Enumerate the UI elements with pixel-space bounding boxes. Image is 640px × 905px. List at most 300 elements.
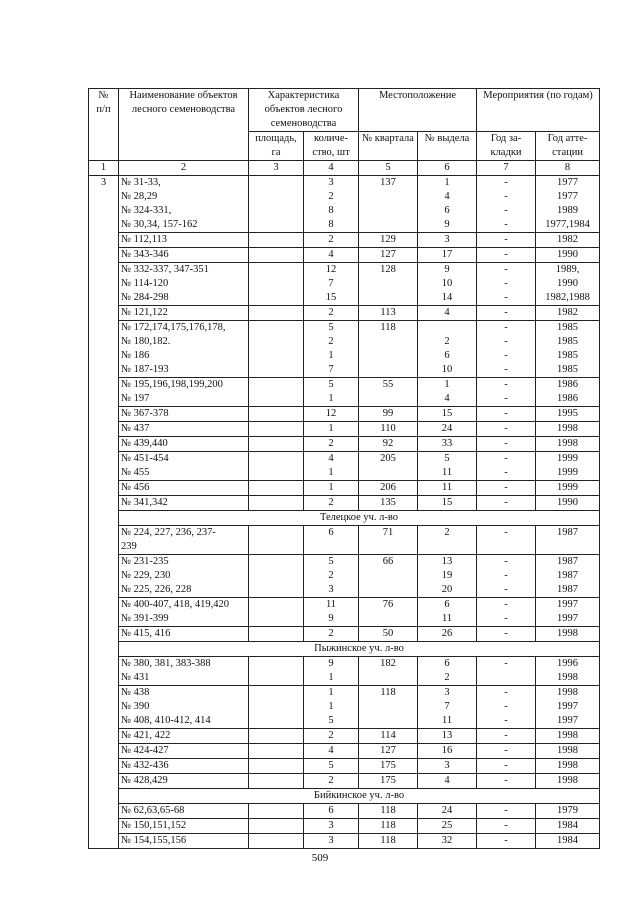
object-name-line: № 187-193 [121,364,169,375]
year-laid-cell-line: - [504,278,508,289]
object-name-line: № 408, 410-412, 414 [121,715,211,726]
object-name [119,263,249,306]
vydel-cell-line: 26 [441,628,453,639]
kvartal-cell-line: 76 [382,599,394,610]
year-laid-cell-line: - [504,599,508,610]
year-laid-cell [477,407,536,422]
table-row [89,248,600,263]
vydel-cell-line: 6 [444,205,450,216]
object-name-line: № 391-399 [121,613,169,624]
year-laid-cell [477,744,536,759]
object-name [119,774,249,789]
object-name-line: № 150,151,152 [121,820,187,831]
count-cell [304,774,359,789]
seed-objects-table [88,88,600,849]
count-cell [304,263,359,306]
object-name [119,321,249,378]
year-laid-cell-line: - [504,584,508,595]
year-laid-cell-line: - [504,820,508,831]
count-cell-line: 2 [328,775,334,786]
kvartal-cell [359,306,418,321]
vydel-cell-line: 13 [441,730,453,741]
vydel-cell-line: 13 [441,556,453,567]
kvartal-cell-line [361,714,415,728]
count-cell [304,452,359,481]
count-cell [304,407,359,422]
area-cell [249,481,304,496]
object-name-line: № 112,113 [121,234,167,245]
year-attested-cell-line: 1990 [557,249,579,260]
vydel-cell-line: 10 [441,364,453,375]
year-laid-cell [477,233,536,248]
object-name-line: № 154,155,156 [121,835,187,846]
year-attested-cell-line: 1998 [557,628,579,639]
year-attested-cell-line: 1997 [557,613,579,624]
year-laid-cell-line: - [504,745,508,756]
year-laid-cell-line: - [504,264,508,275]
vydel-cell-line: 24 [441,423,453,434]
area-cell [249,804,304,819]
kvartal-cell [359,437,418,452]
object-name-line: № 438 [121,687,150,698]
kvartal-cell-line: 127 [380,249,396,260]
year-laid-cell [477,452,536,481]
object-name [119,452,249,481]
area-cell [249,686,304,729]
object-name [119,555,249,598]
object-name [119,407,249,422]
year-laid-cell-line: - [504,805,508,816]
count-cell [304,627,359,642]
count-cell-line: 1 [328,423,334,434]
object-name [119,686,249,729]
year-attested-cell-line: 1998 [557,672,579,683]
year-attested-cell [536,598,600,627]
year-laid-cell-line: - [504,775,508,786]
year-attested-cell-line: 1984 [557,835,579,846]
kvartal-cell [359,598,418,627]
table-row [89,481,600,496]
year-attested-cell [536,774,600,789]
object-name [119,729,249,744]
year-attested-cell [536,759,600,774]
object-name-line: № 229, 230 [121,570,171,581]
section-title: Телецкое уч. л-во [119,511,600,526]
vydel-cell-line: 3 [444,234,450,245]
vydel-cell-line: 10 [441,278,453,289]
year-attested-cell-line: 1977 [557,191,579,202]
table-row [89,759,600,774]
year-attested-cell-line: 1986 [557,393,579,404]
vydel-cell-line: 11 [441,715,453,726]
year-laid-cell-line: - [504,482,508,493]
year-attested-cell [536,627,600,642]
year-laid-cell-line: - [504,687,508,698]
vydel-cell [418,422,477,437]
vydel-cell [418,729,477,744]
vydel-cell-line: 9 [444,264,450,275]
kvartal-cell [359,657,418,686]
area-cell [249,452,304,481]
kvartal-cell [359,248,418,263]
kvartal-cell [359,555,418,598]
kvartal-cell [359,263,418,306]
area-cell [249,555,304,598]
kvartal-cell-line [361,291,415,305]
year-attested-cell [536,422,600,437]
count-cell-line: 4 [328,249,334,260]
count-cell [304,422,359,437]
kvartal-cell [359,452,418,481]
vydel-cell-line: 4 [444,775,450,786]
area-cell [249,598,304,627]
vydel-cell-line: 7 [444,701,450,712]
count-cell [304,598,359,627]
year-laid-cell-line: - [504,177,508,188]
count-cell [304,744,359,759]
year-attested-cell-line [538,540,597,554]
object-name-line: № 415, 416 [121,628,171,639]
kvartal-cell-line: 118 [380,835,396,846]
table-row [89,233,600,248]
year-laid-cell [477,834,536,849]
year-attested-cell-line: 1997 [557,701,579,712]
kvartal-cell-line: 118 [380,805,396,816]
kvartal-cell-line: 128 [380,264,396,275]
year-attested-cell-line: 1982 [557,307,579,318]
year-laid-cell [477,263,536,306]
count-cell-line: 8 [328,219,334,230]
vydel-cell-line: 15 [441,497,453,508]
object-name-line: № 455 [121,467,150,478]
kvartal-cell [359,804,418,819]
count-cell-line: 4 [328,745,334,756]
object-name-line: № 432-436 [121,760,169,771]
kvartal-cell [359,759,418,774]
year-laid-cell-line: - [504,219,508,230]
kvartal-cell-line [361,335,415,349]
year-attested-cell [536,819,600,834]
vydel-cell [418,555,477,598]
area-cell [249,526,304,555]
kvartal-cell [359,774,418,789]
vydel-cell-line: 6 [444,350,450,361]
count-cell-line: 1 [328,350,334,361]
object-name [119,481,249,496]
year-laid-cell-line: - [504,438,508,449]
count-cell-line: 12 [325,408,337,419]
year-laid-cell-line: - [504,715,508,726]
vydel-cell-line: 1 [444,379,450,390]
object-name [119,233,249,248]
object-name-line: № 332-337, 347-351 [121,264,209,275]
kvartal-cell-line: 114 [380,730,396,741]
row-index: 3 [89,176,119,849]
year-laid-cell-line: - [504,658,508,669]
count-cell-line: 12 [325,264,337,275]
object-name-line: № 424-427 [121,745,169,756]
table-row [89,834,600,849]
column-number: 7 [477,161,536,176]
count-cell-line: 1 [328,393,334,404]
object-name [119,437,249,452]
year-attested-cell [536,555,600,598]
year-attested-cell [536,306,600,321]
year-laid-cell [477,526,536,555]
year-attested-cell-line: 1986 [557,379,579,390]
area-cell [249,729,304,744]
area-cell [249,378,304,407]
year-laid-cell [477,481,536,496]
kvartal-cell-line [361,204,415,218]
kvartal-cell-line [361,363,415,377]
year-attested-cell [536,744,600,759]
vydel-cell-line [420,540,474,554]
year-laid-cell [477,176,536,233]
area-cell [249,422,304,437]
object-name-line: № 31-33, [121,177,161,188]
count-cell [304,819,359,834]
kvartal-cell [359,627,418,642]
year-laid-cell [477,729,536,744]
year-laid-cell-line: - [504,191,508,202]
object-name-line: № 437 [121,423,150,434]
vydel-cell [418,744,477,759]
year-laid-cell-line: - [504,408,508,419]
vydel-cell-line: 6 [444,599,450,610]
year-attested-cell-line: 1990 [557,497,579,508]
kvartal-cell-line [361,569,415,583]
count-cell-line: 7 [328,278,334,289]
object-name-line: № 180,182. [121,336,171,347]
area-cell [249,263,304,306]
table-row [89,526,600,555]
year-laid-cell-line: - [504,613,508,624]
area-cell [249,819,304,834]
table-row [89,422,600,437]
area-cell [249,834,304,849]
year-attested-cell [536,526,600,555]
kvartal-cell-line: 66 [382,556,394,567]
count-cell [304,729,359,744]
object-name-line: № 380, 381, 383-388 [121,658,211,669]
year-laid-cell-line [479,671,533,685]
column-number: 5 [359,161,418,176]
vydel-cell-line: 16 [441,745,453,756]
year-attested-cell [536,452,600,481]
section-row [89,642,600,657]
year-laid-cell-line: - [504,379,508,390]
table-row [89,496,600,511]
column-number: 3 [249,161,304,176]
year-laid-cell-line: - [504,835,508,846]
column-number: 8 [536,161,600,176]
table-row [89,407,600,422]
count-cell-line: 3 [328,177,334,188]
kvartal-cell-line: 175 [380,775,396,786]
count-cell-line: 6 [328,805,334,816]
count-cell-line: 9 [328,613,334,624]
vydel-cell-line: 15 [441,408,453,419]
object-name-line: № 367-378 [121,408,169,419]
count-cell-line: 2 [328,307,334,318]
column-number: 1 [89,161,119,176]
year-attested-cell [536,378,600,407]
column-number: 6 [418,161,477,176]
year-attested-cell-line: 1982 [557,234,579,245]
year-laid-cell [477,657,536,686]
header-characteristics: Характеристика объектов лесного семеноводства [249,89,359,132]
year-laid-cell-line: - [504,307,508,318]
count-cell [304,555,359,598]
vydel-cell [418,437,477,452]
count-cell [304,437,359,452]
count-cell [304,481,359,496]
object-name-line: № 284-298 [121,292,169,303]
object-name-line: № 341,342 [121,497,168,508]
year-laid-cell-line: - [504,364,508,375]
kvartal-cell [359,744,418,759]
year-attested-cell-line: 1999 [557,453,579,464]
count-cell [304,526,359,555]
year-laid-cell-line: - [504,292,508,303]
table-row [89,321,600,378]
year-laid-cell [477,555,536,598]
kvartal-cell-line [361,392,415,406]
count-cell [304,233,359,248]
kvartal-cell [359,526,418,555]
vydel-cell-line: 2 [444,527,450,538]
year-attested-cell-line: 1997 [557,599,579,610]
count-cell-line: 1 [328,482,334,493]
kvartal-cell-line: 135 [380,497,396,508]
object-name [119,804,249,819]
header-year-laid: Год за-кладки [477,132,536,161]
year-attested-cell [536,263,600,306]
count-cell-line: 8 [328,205,334,216]
count-cell [304,686,359,729]
count-cell-line: 5 [328,556,334,567]
area-cell [249,627,304,642]
year-attested-cell-line: 1987 [557,584,579,595]
kvartal-cell [359,422,418,437]
count-cell [304,804,359,819]
count-cell-line: 2 [328,234,334,245]
vydel-cell [418,233,477,248]
year-attested-cell-line: 1998 [557,745,579,756]
kvartal-cell-line: 206 [380,482,396,493]
header-name: Наименование объектов лесного семеноводства [119,89,249,161]
object-name [119,759,249,774]
object-name-line: № 197 [121,393,150,404]
kvartal-cell-line: 118 [380,687,396,698]
year-attested-cell [536,233,600,248]
year-attested-cell [536,437,600,452]
year-laid-cell [477,686,536,729]
year-laid-cell-line: - [504,628,508,639]
year-laid-cell-line: - [504,249,508,260]
year-attested-cell-line: 1977,1984 [545,219,590,230]
object-name [119,744,249,759]
vydel-cell [418,686,477,729]
table-row [89,744,600,759]
year-attested-cell-line: 1998 [557,730,579,741]
vydel-cell [418,306,477,321]
year-laid-cell [477,774,536,789]
year-laid-cell-line: - [504,556,508,567]
vydel-cell-line: 17 [441,249,453,260]
object-name [119,176,249,233]
table-row [89,306,600,321]
year-laid-cell-line: - [504,393,508,404]
vydel-cell-line: 9 [444,219,450,230]
year-laid-cell [477,496,536,511]
kvartal-cell-line: 175 [380,760,396,771]
vydel-cell [418,248,477,263]
count-cell-line: 3 [328,820,334,831]
object-name-line: № 62,63,65-68 [121,805,185,816]
count-cell [304,657,359,686]
count-cell-line: 1 [328,672,334,683]
vydel-cell-line: 3 [444,687,450,698]
year-attested-cell [536,496,600,511]
count-cell [304,306,359,321]
area-cell [249,496,304,511]
kvartal-cell-line: 118 [380,322,396,333]
year-attested-cell-line: 1989, [555,264,580,275]
count-cell [304,176,359,233]
object-name-line: № 421, 422 [121,730,171,741]
kvartal-cell-line: 182 [380,658,396,669]
year-laid-cell [477,437,536,452]
year-laid-cell [477,378,536,407]
area-cell [249,248,304,263]
count-cell-line: 5 [328,715,334,726]
table-row [89,263,600,306]
table-row [89,774,600,789]
count-cell [304,378,359,407]
object-name-line: № 225, 226, 228 [121,584,192,595]
year-attested-cell-line: 1998 [557,438,579,449]
kvartal-cell-line: 99 [382,408,394,419]
count-cell [304,496,359,511]
kvartal-cell-line: 50 [382,628,394,639]
kvartal-cell [359,176,418,233]
column-numbers-row [89,161,600,176]
year-attested-cell-line: 1982,1988 [545,292,590,303]
table-row [89,176,600,233]
header-kvartal: № квартала [359,132,418,161]
vydel-cell [418,176,477,233]
area-cell [249,657,304,686]
kvartal-cell-line [361,349,415,363]
table-row [89,729,600,744]
object-name-line: № 451-454 [121,453,169,464]
count-cell-line: 5 [328,379,334,390]
object-name-line: № 224, 227, 236, 237- [121,527,216,538]
vydel-cell-line: 19 [441,570,453,581]
vydel-cell [418,321,477,378]
header-year-attested: Год атте-стации [536,132,600,161]
year-attested-cell-line: 1989 [557,205,579,216]
object-name-line: № 195,196,198,199,200 [121,379,223,390]
section-title: Бийкинское уч. л-во [119,789,600,804]
count-cell-line: 1 [328,701,334,712]
area-cell [249,176,304,233]
vydel-cell [418,481,477,496]
kvartal-cell [359,321,418,378]
object-name-line: № 30,34, 157-162 [121,219,198,230]
